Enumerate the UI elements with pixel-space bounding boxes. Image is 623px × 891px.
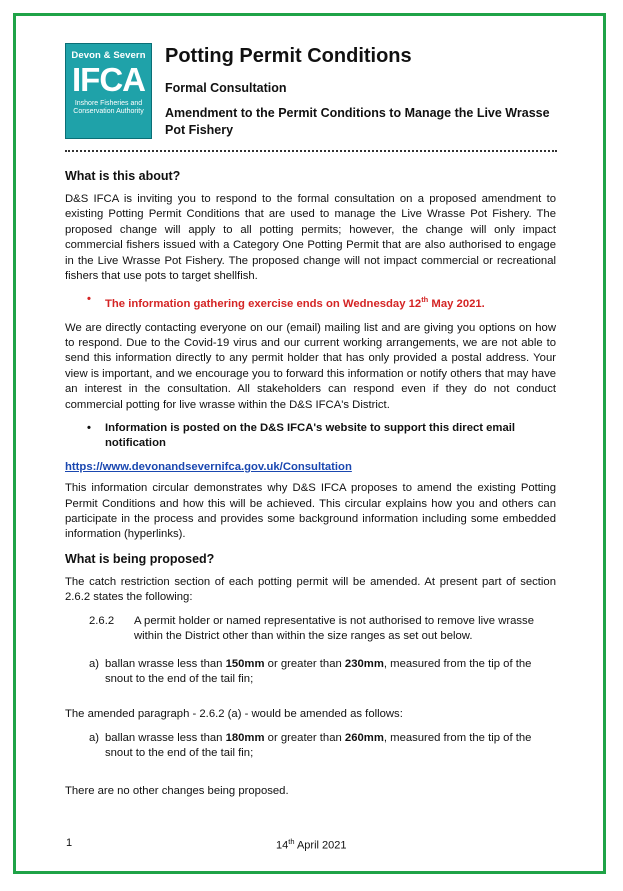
page-number: 1 — [66, 837, 73, 849]
current-clause-label: a) — [89, 657, 100, 670]
amended-intro: The amended paragraph - 2.6.2 (a) - would be amended as follows: — [65, 708, 403, 721]
amended-max-size: 260mm — [344, 731, 384, 744]
proposed-paragraph: The catch restriction section of each potting permit will be amended. At present part of section 2.6.2 states the following: — [65, 575, 556, 604]
amended-min-size: 180mm — [225, 731, 265, 744]
amended-clause-text-mid: or greater than — [264, 731, 345, 744]
contact-paragraph: We are directly contacting everyone on our (email) mailing list and are giving you options on how to respond. Due to the Covid-19 virus and our current working arrangements, we are not able to send this information directly to any permit holder that has only provided a postal address. Your view is important, and we encourage you to forward this information or notify others that may have an interest in the consultation. All stakeholders can respond even if they do not conduct commercial potting for live wrasse within the D&S IFCA's District. — [65, 321, 556, 411]
footer-date-rest: April 2021 — [294, 839, 347, 852]
clause-number: 2.6.2 — [89, 614, 115, 627]
deadline-bullet — [65, 292, 556, 312]
amended-size-clause — [65, 731, 556, 762]
current-max-size: 230mm — [344, 657, 384, 670]
website-bullet-text: Information is posted on the D&S IFCA's website to support this direct email notification — [105, 422, 516, 450]
about-paragraph: D&S IFCA is inviting you to respond to the formal consultation on a proposed amendment to existing Potting Permit Conditions that are used to manage the Live Wrasse Pot Fishery. The proposed change will apply to all potting permits; however, the change will only impact commercial fishers issued with a Category One Potting Permit that are also authorised to engage in the Live Wrasse Pot Fishery. The proposed change will not impact commercial or recreational fishers that use pots to target shellfish. — [65, 193, 556, 283]
logo-acronym: IFCA — [72, 61, 145, 98]
bullet-icon: • — [87, 422, 91, 435]
deadline-ordinal: th — [421, 295, 429, 305]
clause-text: A permit holder or named representative is not authorised to remove live wrasse within the District other than within the size ranges as set out below. — [134, 614, 534, 643]
current-size-clause — [65, 657, 556, 688]
current-clause-text: ballan wrasse less than — [105, 657, 226, 670]
current-min-size: 150mm — [225, 657, 265, 670]
footer-date — [276, 837, 347, 852]
amended-clause-text: ballan wrasse less than — [105, 731, 226, 744]
amended-clause-text-end: , measured from the tip of the snout to the end of the tail fin; — [105, 731, 532, 760]
document-title: Potting Permit Conditions — [165, 45, 412, 67]
proposed-heading: What is being proposed? — [65, 551, 215, 566]
footer-date-day: 14 — [276, 839, 289, 852]
amended-clause-label: a) — [89, 731, 100, 744]
website-bullet — [65, 421, 556, 452]
current-clause-text-end: , measured from the tip of the snout to the end of the tail fin; — [105, 657, 532, 685]
dotted-divider — [65, 148, 557, 152]
closing-statement: There are no other changes being proposed. — [65, 784, 289, 797]
document-body — [65, 168, 556, 807]
circular-paragraph: This information circular demonstrates why D&S IFCA proposes to amend the existing Potting Permit Conditions and how this will be achieved. This circular explains how you and others can participate in the process and provides some background information including some embedded information (hyperlinks). — [65, 482, 556, 541]
logo-region-text: Devon & Severn — [71, 50, 146, 61]
logo-authority-line2: Conservation Authority — [73, 108, 144, 115]
about-heading: What is this about? — [65, 169, 181, 183]
current-clause-text-mid: or greater than — [264, 657, 345, 670]
consultation-link[interactable]: https://www.devonandsevernifca.gov.uk/Consultation — [65, 460, 352, 473]
bullet-icon: • — [87, 293, 91, 306]
deadline-text-end: May 2021. — [428, 298, 485, 311]
document-subtitle: Formal Consultation — [165, 81, 287, 95]
logo-authority-line1: Inshore Fisheries and — [74, 100, 143, 107]
amendment-title: Amendment to the Permit Conditions to Manage the Live Wrasse Pot Fishery — [165, 106, 550, 137]
deadline-text: The information gathering exercise ends on Wednesday 12 — [105, 298, 422, 311]
footer-date-ordinal: th — [288, 837, 295, 846]
clause-262 — [65, 614, 556, 645]
ifca-logo — [65, 43, 152, 139]
